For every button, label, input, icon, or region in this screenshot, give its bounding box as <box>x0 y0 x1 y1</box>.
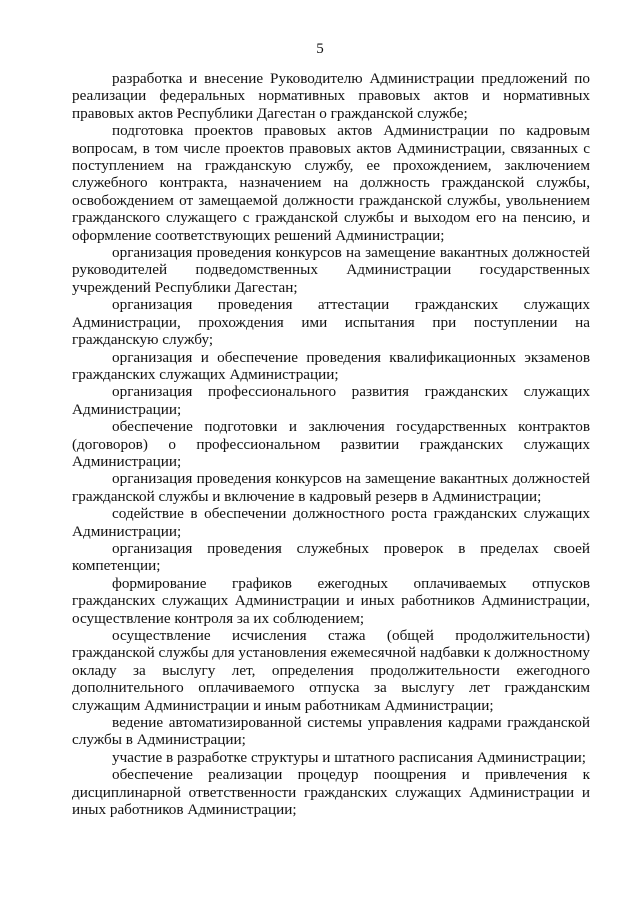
paragraph: обеспечение подготовки и заключения государственных контрактов (договоров) о профессиональном развитии гражданских служащих Администрации; <box>72 418 590 470</box>
paragraph: содействие в обеспечении должностного роста гражданских служащих Администрации; <box>72 505 590 540</box>
paragraph: организация проведения конкурсов на замещение вакантных должностей гражданской службы и включение в кадровый резерв в Администрации; <box>72 470 590 505</box>
paragraph: осуществление исчисления стажа (общей продолжительности) гражданской службы для установления ежемесячной надбавки к должностному окладу за выслугу лет, определения продолжительности ежегодного дополнительного оплачиваемого отпуска за выслугу лет гражданским служащим Администрации и иным работникам Администрации; <box>72 627 590 714</box>
paragraph: организация проведения служебных проверок в пределах своей компетенции; <box>72 539 590 575</box>
paragraph: организация профессионального развития гражданских служащих Администрации; <box>72 383 590 418</box>
paragraph: участие в разработке структуры и штатного расписания Администрации; <box>112 748 586 766</box>
paragraph: организация проведения конкурсов на замещение вакантных должностей руководителей подведомственных Администрации государственных учреждений Республики Дагестан; <box>72 244 590 296</box>
paragraph: обеспечение реализации процедур поощрения и привлечения к дисциплинарной ответственности гражданских служащих Администрации и иных работников Администрации; <box>72 766 590 819</box>
paragraph: ведение автоматизированной системы управления кадрами гражданской службы в Администрации; <box>72 714 590 749</box>
paragraph: формирование графиков ежегодных оплачиваемых отпусков гражданских служащих Администрации и иных работников Администрации, осуществление контроля за их соблюдением; <box>72 574 590 627</box>
paragraph: организация проведения аттестации гражданских служащих Администрации, прохождения ими испытания при поступлении на гражданскую службу; <box>72 296 590 349</box>
document-body <box>72 70 590 818</box>
page-number: 5 <box>316 41 324 57</box>
paragraph: разработка и внесение Руководителю Администрации предложений по реализации федеральных нормативных правовых актов и нормативных правовых актов Республики Дагестан о гражданской службе; <box>72 70 590 122</box>
paragraph: организация и обеспечение проведения квалификационных экзаменов гражданских служащих Администрации; <box>72 348 590 383</box>
paragraph: подготовка проектов правовых актов Администрации по кадровым вопросам, в том числе проектов правовых актов Администрации, связанных с поступлением на гражданскую службу, ее прохождением, заключением служебного контракта, назначением на должность гражданской службы, освобождением от замещаемой должности гражданской службы, увольнением гражданского служащего с гражданской службы и выходом его на пенсию, и оформление соответствующих решений Администрации; <box>72 122 590 244</box>
